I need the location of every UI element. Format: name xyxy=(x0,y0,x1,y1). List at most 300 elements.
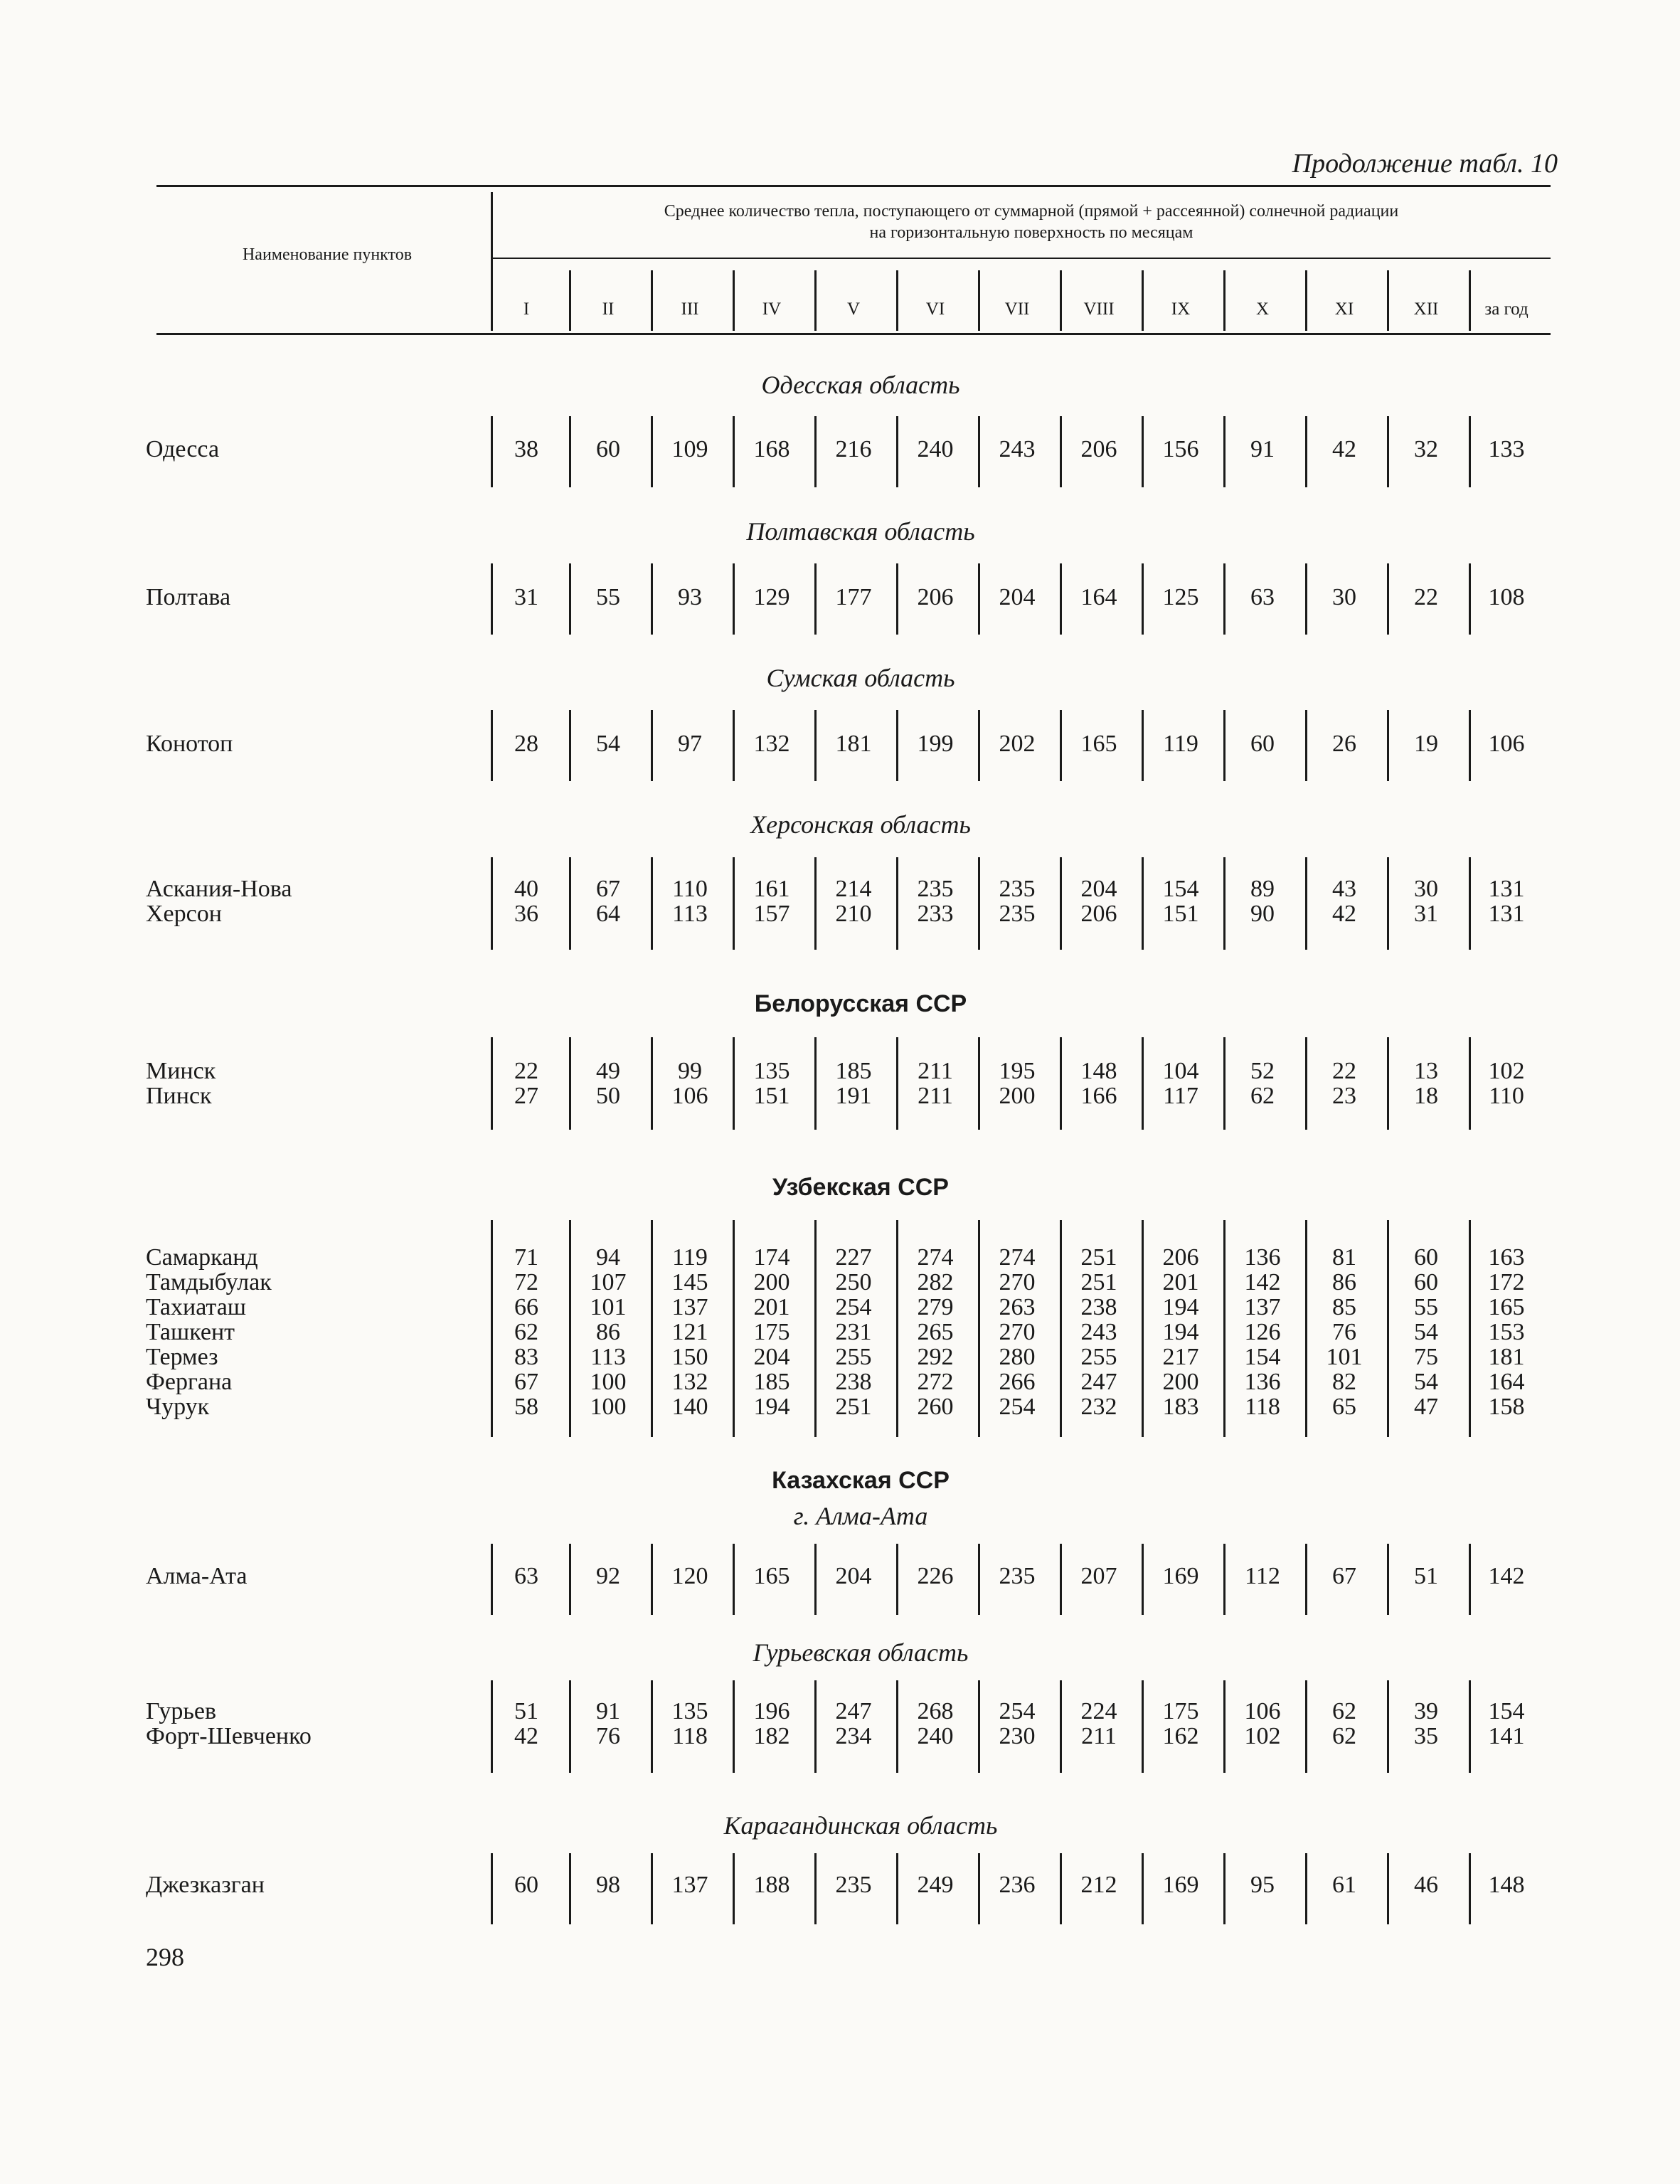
column-separator xyxy=(1223,710,1226,781)
column-separator xyxy=(1142,1037,1144,1130)
column-separator xyxy=(569,563,571,635)
column-separator xyxy=(1387,1220,1389,1437)
table-cell: 263 xyxy=(999,1294,1036,1320)
table-cell: 42 xyxy=(1332,436,1356,462)
table-cell: 200 xyxy=(1162,1369,1199,1395)
table-cell: 136 xyxy=(1244,1369,1281,1395)
table-cell: 235 xyxy=(835,1872,872,1898)
table-cell: 151 xyxy=(753,1083,790,1109)
table-cell: 91 xyxy=(1250,436,1275,462)
table-cell: 67 xyxy=(1332,1563,1356,1589)
region-title: Узбекская ССР xyxy=(772,1174,949,1201)
station-name: Джезказган xyxy=(146,1872,265,1898)
station-name: Чурук xyxy=(146,1394,210,1420)
column-separator xyxy=(1060,1220,1062,1437)
table-cell: 164 xyxy=(1080,584,1117,610)
table-cell: 163 xyxy=(1488,1244,1525,1271)
column-separator xyxy=(569,1037,571,1130)
column-separator xyxy=(733,1037,735,1130)
table-cell: 255 xyxy=(835,1344,872,1370)
table-cell: 185 xyxy=(835,1058,872,1084)
table-cell: 204 xyxy=(1080,876,1117,902)
table-cell: 172 xyxy=(1488,1269,1525,1295)
station-name: Минск xyxy=(146,1058,216,1084)
header-separator xyxy=(491,192,493,331)
column-separator xyxy=(978,1853,980,1924)
table-cell: 98 xyxy=(596,1872,620,1898)
table-cell: 254 xyxy=(999,1394,1036,1420)
table-cell: 49 xyxy=(596,1058,620,1084)
table-cell: 204 xyxy=(835,1563,872,1589)
table-cell: 135 xyxy=(671,1698,708,1724)
table-cell: 60 xyxy=(1250,731,1275,757)
table-cell: 121 xyxy=(671,1319,708,1345)
column-separator xyxy=(569,1220,571,1437)
table-cell: 131 xyxy=(1488,901,1525,927)
table-cell: 255 xyxy=(1080,1344,1117,1370)
table-cell: 211 xyxy=(918,1083,953,1109)
table-cell: 110 xyxy=(1489,1083,1524,1109)
header-separator xyxy=(569,270,571,331)
table-cell: 153 xyxy=(1488,1319,1525,1345)
table-cell: 137 xyxy=(671,1294,708,1320)
table-cell: 158 xyxy=(1488,1394,1525,1420)
column-separator xyxy=(1060,1037,1062,1130)
table-cell: 51 xyxy=(514,1698,538,1724)
table-cell: 63 xyxy=(514,1563,538,1589)
table-cell: 101 xyxy=(590,1294,627,1320)
table-cell: 65 xyxy=(1332,1394,1356,1420)
table-cell: 202 xyxy=(999,731,1036,757)
column-separator xyxy=(1060,416,1062,487)
column-separator xyxy=(1223,416,1226,487)
column-separator xyxy=(1060,1680,1062,1773)
table-cell: 247 xyxy=(1080,1369,1117,1395)
table-cell: 166 xyxy=(1080,1083,1117,1109)
header-top-rule xyxy=(156,185,1551,187)
month-header-2: II xyxy=(602,299,615,319)
table-cell: 207 xyxy=(1080,1563,1117,1589)
column-separator xyxy=(733,857,735,950)
column-separator xyxy=(1060,710,1062,781)
station-name: Тамдыбулак xyxy=(146,1269,272,1295)
column-separator xyxy=(733,563,735,635)
month-header-6: VI xyxy=(925,299,945,319)
column-separator xyxy=(978,857,980,950)
table-cell: 165 xyxy=(753,1563,790,1589)
column-separator xyxy=(733,416,735,487)
spanning-header-line1: Среднее количество тепла, поступающего от суммарной (прямой + рассеянной) солнечной радиации xyxy=(664,202,1399,221)
table-cell: 292 xyxy=(917,1344,954,1370)
column-separator xyxy=(1305,857,1307,950)
column-separator xyxy=(896,563,898,635)
column-separator xyxy=(1223,563,1226,635)
table-cell: 43 xyxy=(1332,876,1356,902)
column-separator xyxy=(896,1220,898,1437)
table-cell: 61 xyxy=(1332,1872,1356,1898)
table-cell: 206 xyxy=(917,584,954,610)
table-cell: 181 xyxy=(1488,1344,1525,1370)
station-name: Фергана xyxy=(146,1369,233,1395)
table-cell: 238 xyxy=(835,1369,872,1395)
table-cell: 94 xyxy=(596,1244,620,1271)
table-cell: 118 xyxy=(1245,1394,1280,1420)
column-separator xyxy=(1305,1853,1307,1924)
table-cell: 140 xyxy=(671,1394,708,1420)
table-cell: 249 xyxy=(917,1872,954,1898)
station-name: Пинск xyxy=(146,1083,212,1109)
table-cell: 32 xyxy=(1414,436,1438,462)
month-header-3: III xyxy=(681,299,699,319)
header-mid-rule xyxy=(491,258,1551,259)
table-cell: 216 xyxy=(835,436,872,462)
column-separator xyxy=(814,1220,817,1437)
column-separator xyxy=(733,1220,735,1437)
column-separator xyxy=(814,857,817,950)
station-name: Одесса xyxy=(146,436,220,462)
column-separator xyxy=(1387,1544,1389,1615)
table-cell: 106 xyxy=(671,1083,708,1109)
column-separator xyxy=(1387,710,1389,781)
table-cell: 46 xyxy=(1414,1872,1438,1898)
table-cell: 86 xyxy=(1332,1269,1356,1295)
column-separator xyxy=(651,710,653,781)
table-cell: 27 xyxy=(514,1083,538,1109)
column-separator xyxy=(814,563,817,635)
station-name: Гурьев xyxy=(146,1698,217,1724)
table-cell: 118 xyxy=(672,1723,708,1749)
table-cell: 211 xyxy=(1081,1723,1117,1749)
table-cell: 51 xyxy=(1414,1563,1438,1589)
column-separator xyxy=(1387,416,1389,487)
table-cell: 64 xyxy=(596,901,620,927)
table-cell: 82 xyxy=(1332,1369,1356,1395)
table-cell: 211 xyxy=(918,1058,953,1084)
table-cell: 40 xyxy=(514,876,538,902)
column-separator xyxy=(1060,1853,1062,1924)
month-header-11: XI xyxy=(1334,299,1354,319)
table-cell: 95 xyxy=(1250,1872,1275,1898)
column-separator xyxy=(651,1037,653,1130)
table-cell: 19 xyxy=(1414,731,1438,757)
table-cell: 279 xyxy=(917,1294,954,1320)
station-name: Конотоп xyxy=(146,731,233,757)
table-cell: 55 xyxy=(1414,1294,1438,1320)
month-header-1: I xyxy=(523,299,530,319)
table-cell: 235 xyxy=(999,1563,1036,1589)
table-cell: 67 xyxy=(596,876,620,902)
column-separator xyxy=(1223,1853,1226,1924)
table-cell: 102 xyxy=(1488,1058,1525,1084)
station-name: Алма-Ата xyxy=(146,1563,248,1589)
table-cell: 109 xyxy=(671,436,708,462)
table-cell: 28 xyxy=(514,731,538,757)
column-separator xyxy=(896,710,898,781)
table-cell: 214 xyxy=(835,876,872,902)
table-cell: 119 xyxy=(672,1244,708,1271)
table-cell: 108 xyxy=(1488,584,1525,610)
table-cell: 235 xyxy=(999,901,1036,927)
column-separator xyxy=(978,416,980,487)
table-cell: 54 xyxy=(1414,1319,1438,1345)
table-cell: 217 xyxy=(1162,1344,1199,1370)
table-cell: 50 xyxy=(596,1083,620,1109)
column-separator xyxy=(651,1220,653,1437)
column-separator xyxy=(651,857,653,950)
table-cell: 39 xyxy=(1414,1698,1438,1724)
name-column-header: Наименование пунктов xyxy=(242,245,413,264)
table-cell: 117 xyxy=(1163,1083,1198,1109)
column-separator xyxy=(1305,710,1307,781)
column-separator xyxy=(1305,1680,1307,1773)
table-cell: 62 xyxy=(514,1319,538,1345)
region-title: Гурьевская область xyxy=(753,1638,969,1667)
column-separator xyxy=(651,1544,653,1615)
table-cell: 36 xyxy=(514,901,538,927)
header-separator xyxy=(978,270,980,331)
table-cell: 38 xyxy=(514,436,538,462)
column-separator xyxy=(1305,1037,1307,1130)
table-cell: 136 xyxy=(1244,1244,1281,1271)
station-name: Самарканд xyxy=(146,1244,258,1271)
table-cell: 199 xyxy=(917,731,954,757)
table-cell: 93 xyxy=(678,584,702,610)
table-cell: 30 xyxy=(1414,876,1438,902)
table-cell: 137 xyxy=(671,1872,708,1898)
table-cell: 212 xyxy=(1080,1872,1117,1898)
header-separator xyxy=(1223,270,1226,331)
table-cell: 238 xyxy=(1080,1294,1117,1320)
table-cell: 81 xyxy=(1332,1244,1356,1271)
table-cell: 265 xyxy=(917,1319,954,1345)
column-separator xyxy=(896,1853,898,1924)
table-cell: 99 xyxy=(678,1058,702,1084)
header-separator xyxy=(733,270,735,331)
column-separator xyxy=(1223,1037,1226,1130)
table-cell: 168 xyxy=(753,436,790,462)
column-separator xyxy=(1223,1220,1226,1437)
column-separator xyxy=(1305,1220,1307,1437)
table-cell: 268 xyxy=(917,1698,954,1724)
table-cell: 260 xyxy=(917,1394,954,1420)
table-cell: 231 xyxy=(835,1319,872,1345)
region-subtitle: г. Алма-Ата xyxy=(793,1502,928,1530)
table-cell: 161 xyxy=(753,876,790,902)
table-cell: 272 xyxy=(917,1369,954,1395)
column-separator xyxy=(1060,1544,1062,1615)
table-cell: 165 xyxy=(1488,1294,1525,1320)
column-separator xyxy=(1060,563,1062,635)
table-cell: 26 xyxy=(1332,731,1356,757)
table-cell: 137 xyxy=(1244,1294,1281,1320)
table-cell: 183 xyxy=(1162,1394,1199,1420)
table-cell: 100 xyxy=(590,1369,627,1395)
spanning-header-line2: на горизонтальную поверхность по месяцам xyxy=(869,223,1193,242)
table-cell: 83 xyxy=(514,1344,538,1370)
table-cell: 62 xyxy=(1332,1723,1356,1749)
table-cell: 92 xyxy=(596,1563,620,1589)
table-cell: 164 xyxy=(1488,1369,1525,1395)
table-cell: 201 xyxy=(753,1294,790,1320)
table-cell: 89 xyxy=(1250,876,1275,902)
column-separator xyxy=(651,416,653,487)
column-separator xyxy=(1142,1680,1144,1773)
table-cell: 42 xyxy=(514,1723,538,1749)
table-cell: 97 xyxy=(678,731,702,757)
region-title: Белорусская ССР xyxy=(754,990,967,1017)
table-cell: 201 xyxy=(1162,1269,1199,1295)
table-cell: 270 xyxy=(999,1319,1036,1345)
table-cell: 154 xyxy=(1244,1344,1281,1370)
column-separator xyxy=(1142,1220,1144,1437)
station-name: Ташкент xyxy=(146,1319,235,1345)
table-cell: 233 xyxy=(917,901,954,927)
table-cell: 250 xyxy=(835,1269,872,1295)
table-cell: 63 xyxy=(1250,584,1275,610)
table-cell: 274 xyxy=(917,1244,954,1271)
table-cell: 200 xyxy=(753,1269,790,1295)
table-cell: 132 xyxy=(753,731,790,757)
table-cell: 196 xyxy=(753,1698,790,1724)
spanning-header xyxy=(498,201,1565,243)
table-cell: 254 xyxy=(835,1294,872,1320)
header-separator xyxy=(1305,270,1307,331)
page-number: 298 xyxy=(146,1943,184,1971)
table-cell: 113 xyxy=(672,901,708,927)
table-cell: 194 xyxy=(1162,1294,1199,1320)
table-cell: 71 xyxy=(514,1244,538,1271)
table-cell: 113 xyxy=(590,1344,626,1370)
column-separator xyxy=(569,416,571,487)
table-cell: 206 xyxy=(1080,436,1117,462)
table-cell: 235 xyxy=(999,876,1036,902)
table-cell: 104 xyxy=(1162,1058,1199,1084)
table-cell: 42 xyxy=(1332,901,1356,927)
table-cell: 254 xyxy=(999,1698,1036,1724)
table-cell: 75 xyxy=(1414,1344,1438,1370)
table-cell: 156 xyxy=(1162,436,1199,462)
table-cell: 126 xyxy=(1244,1319,1281,1345)
column-separator xyxy=(978,563,980,635)
column-separator xyxy=(1305,563,1307,635)
table-cell: 227 xyxy=(835,1244,872,1271)
station-name: Тахиаташ xyxy=(146,1294,246,1320)
table-cell: 230 xyxy=(999,1723,1036,1749)
table-cell: 107 xyxy=(590,1269,627,1295)
column-separator xyxy=(1142,857,1144,950)
header-separator xyxy=(651,270,653,331)
table-cell: 91 xyxy=(596,1698,620,1724)
region-title: Сумская область xyxy=(766,664,955,692)
table-cell: 120 xyxy=(671,1563,708,1589)
column-separator xyxy=(814,1037,817,1130)
table-cell: 177 xyxy=(835,584,872,610)
table-cell: 194 xyxy=(753,1394,790,1420)
column-separator xyxy=(814,1680,817,1773)
column-separator xyxy=(1387,1037,1389,1130)
table-cell: 72 xyxy=(514,1269,538,1295)
table-cell: 141 xyxy=(1488,1723,1525,1749)
table-cell: 106 xyxy=(1488,731,1525,757)
column-separator xyxy=(896,857,898,950)
column-separator xyxy=(569,1853,571,1924)
table-cell: 282 xyxy=(917,1269,954,1295)
header-separator xyxy=(896,270,898,331)
table-cell: 60 xyxy=(596,436,620,462)
table-cell: 22 xyxy=(1332,1058,1356,1084)
table-cell: 54 xyxy=(596,731,620,757)
table-cell: 129 xyxy=(753,584,790,610)
column-separator xyxy=(814,416,817,487)
table-cell: 162 xyxy=(1162,1723,1199,1749)
column-separator xyxy=(978,1220,980,1437)
column-separator xyxy=(896,1680,898,1773)
table-cell: 142 xyxy=(1488,1563,1525,1589)
column-separator xyxy=(569,1544,571,1615)
table-cell: 234 xyxy=(835,1723,872,1749)
table-cell: 135 xyxy=(753,1058,790,1084)
table-cell: 204 xyxy=(999,584,1036,610)
region-title: Карагандинская область xyxy=(723,1811,998,1840)
table-cell: 110 xyxy=(672,876,708,902)
column-separator xyxy=(1142,1853,1144,1924)
table-cell: 90 xyxy=(1250,901,1275,927)
table-cell: 206 xyxy=(1080,901,1117,927)
month-header-10: X xyxy=(1255,299,1270,319)
table-cell: 247 xyxy=(835,1698,872,1724)
table-cell: 148 xyxy=(1488,1872,1525,1898)
header-separator xyxy=(1060,270,1062,331)
table-cell: 169 xyxy=(1162,1563,1199,1589)
table-cell: 181 xyxy=(835,731,872,757)
column-separator xyxy=(1305,416,1307,487)
month-header-8: VIII xyxy=(1083,299,1115,319)
month-header-12: XII xyxy=(1413,299,1439,319)
table-cell: 106 xyxy=(1244,1698,1281,1724)
table-cell: 52 xyxy=(1250,1058,1275,1084)
table-cell: 150 xyxy=(671,1344,708,1370)
table-cell: 102 xyxy=(1244,1723,1281,1749)
station-name: Полтава xyxy=(146,584,231,610)
column-separator xyxy=(569,1680,571,1773)
column-separator xyxy=(1142,710,1144,781)
header-separator xyxy=(1469,270,1471,331)
table-cell: 195 xyxy=(999,1058,1036,1084)
column-separator xyxy=(733,710,735,781)
column-separator xyxy=(1223,857,1226,950)
table-cell: 76 xyxy=(1332,1319,1356,1345)
table-cell: 62 xyxy=(1250,1083,1275,1109)
table-cell: 47 xyxy=(1414,1394,1438,1420)
table-cell: 31 xyxy=(514,584,538,610)
table-cell: 240 xyxy=(917,1723,954,1749)
column-separator xyxy=(978,1680,980,1773)
column-separator xyxy=(1223,1680,1226,1773)
column-separator xyxy=(651,1680,653,1773)
header-separator xyxy=(1142,270,1144,331)
table-cell: 60 xyxy=(1414,1244,1438,1271)
table-cell: 13 xyxy=(1414,1058,1438,1084)
column-separator xyxy=(978,1037,980,1130)
table-cell: 243 xyxy=(999,436,1036,462)
column-separator xyxy=(569,710,571,781)
table-cell: 274 xyxy=(999,1244,1036,1271)
table-cell: 119 xyxy=(1163,731,1198,757)
column-separator xyxy=(1305,1544,1307,1615)
region-title: Полтавская область xyxy=(746,517,975,546)
column-separator xyxy=(1387,1853,1389,1924)
table-cell: 67 xyxy=(514,1369,538,1395)
